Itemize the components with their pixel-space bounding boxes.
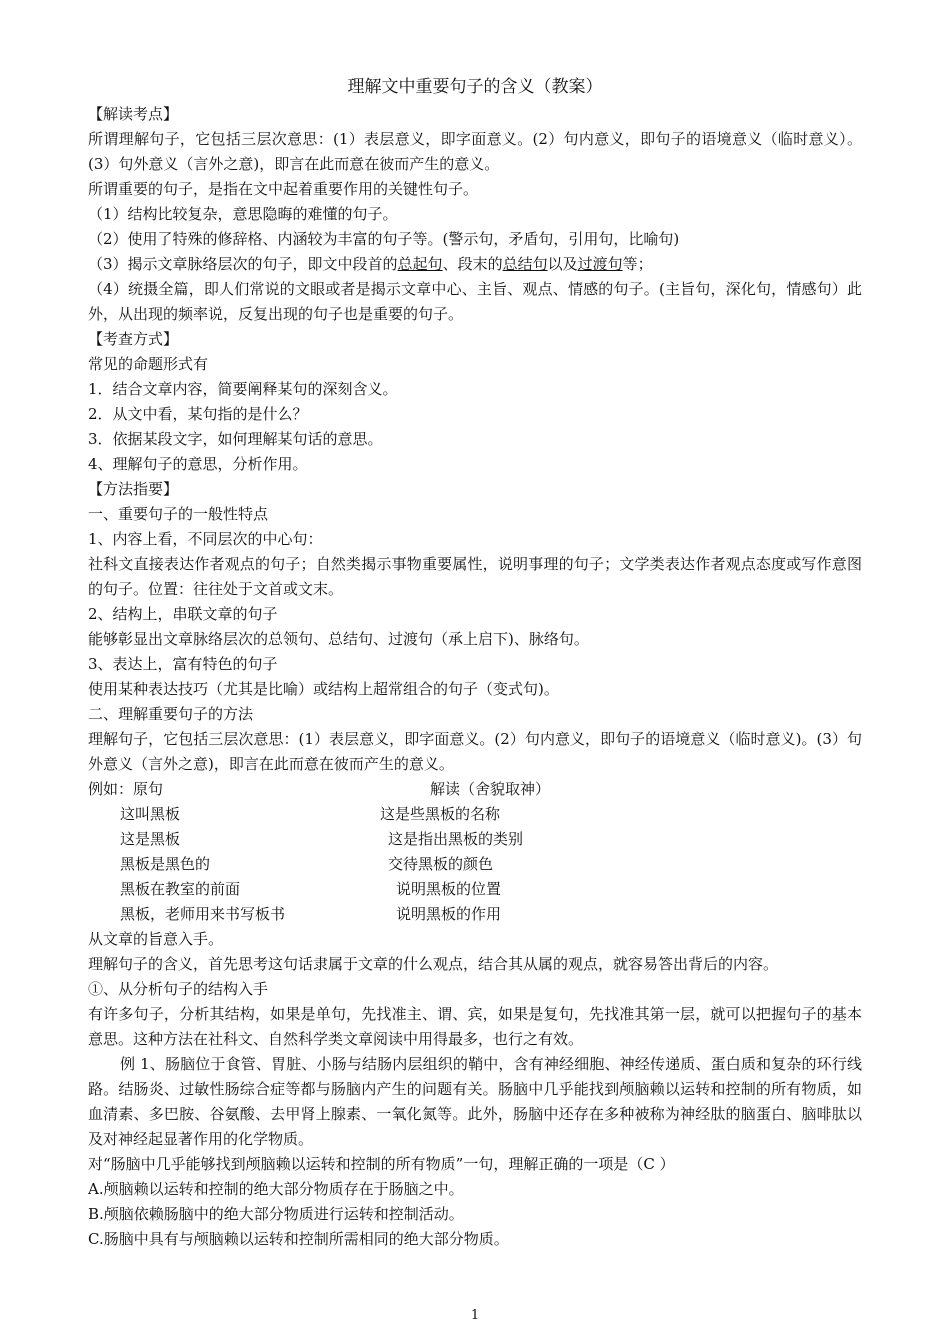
subheading: 一、重要句子的一般性特点 [88, 505, 269, 523]
underlined-term: 过渡句 [577, 255, 623, 273]
option-a: A.颅脑赖以运转和控制的绝大部分物质存在于肠脑之中。 [88, 1180, 464, 1198]
example-row [88, 827, 862, 852]
subheading: 2、结构上，串联文章的句子 [88, 605, 278, 623]
paragraph: 从文章的旨意入手。 [88, 930, 224, 948]
paragraph: 有许多句子，分析其结构，如果是单句，先找准主、谓、宾，如果是复句，先找准其第一层，就可以把握句子的基本意思。这种方法在社科文、自然科学类文章阅读中用得最多，也行之有效。 [88, 1005, 862, 1048]
example-header-row [88, 777, 862, 802]
example-original: 黑板在教室的前面 [120, 880, 241, 898]
option-c: C.肠脑中具有与颅脑赖以运转和控制所需相同的绝大部分物质。 [88, 1230, 509, 1248]
list-item: （3）揭示文章脉络层次的句子，即文中段首的总起句、段末的总结句以及过渡句等； [88, 255, 653, 273]
section-heading-analysis: 【解读考点】 [88, 105, 179, 123]
example-interpretation: 这是指出黑板的类别 [388, 830, 524, 848]
list-item: 4、理解句子的意思，分析作用。 [88, 455, 308, 473]
section-heading-exam-format: 【考查方式】 [88, 330, 179, 348]
subheading: 二、理解重要句子的方法 [88, 705, 254, 723]
example-row [88, 852, 862, 877]
subheading: ①、从分析句子的结构入手 [88, 980, 269, 998]
subheading: 3、表达上，富有特色的句子 [88, 655, 278, 673]
list-item: 1．结合文章内容，简要阐释某句的深刻含义。 [88, 380, 398, 398]
example-passage: 例 1、肠脑位于食管、胃脏、小肠与结肠内层组织的鞘中，含有神经细胞、神经传递质、蛋白质和复杂的环行线路。结肠炎、过敏性肠综合症等都与肠脑内产生的问题有关。肠脑中几乎能找到颅脑赖以运转和控制的所有物质，如血清素、多巴胺、谷氨酸、去甲肾上腺素、一氧化氮等。此外，肠脑中还存在多种被称为神经肽的脑蛋白、脑啡肽以及对神经起显著作用的化学物质。 [88, 1055, 862, 1148]
example-interpretation: 说明黑板的作用 [396, 905, 502, 923]
paragraph: 能够彰显出文章脉络层次的总领句、总结句、过渡句（承上启下)、脉络句。 [88, 630, 589, 648]
list-item: 3．依据某段文字，如何理解某句话的意思。 [88, 430, 383, 448]
example-row [88, 902, 862, 927]
example-original: 黑板，老师用来书写板书 [120, 905, 286, 923]
subheading: 1、内容上看，不同层次的中心句： [88, 530, 323, 548]
paragraph: 常见的命题形式有 [88, 355, 209, 373]
example-interpretation: 这是些黑板的名称 [380, 805, 501, 823]
list-item: （2）使用了特殊的修辞格、内涵较为丰富的句子等。(警示句，矛盾句，引用句，比喻句) [88, 230, 680, 248]
option-b: B.颅脑依赖肠脑中的绝大部分物质进行运转和控制活动。 [88, 1205, 464, 1223]
page-title: 理解文中重要句子的含义（教案） [347, 77, 603, 97]
list-item: 2．从文中看，某句指的是什么？ [88, 405, 308, 423]
underlined-term: 总结句 [502, 255, 548, 273]
underlined-term: 总起句 [397, 255, 443, 273]
paragraph: 理解句子，它包括三层次意思：(1）表层意义，即字面意义。(2）句内意义，即句子的语境意义（临时意义)。(3）句外意义（言外之意)，即言在此而意在彼而产生的意义。 [88, 730, 862, 773]
paragraph: 理解句子的含义，首先思考这句话隶属于文章的什么观点，结合其从属的观点，就容易答出背后的内容。 [88, 955, 779, 973]
example-left-header: 例如：原句 [88, 780, 164, 798]
paragraph: 社科文直接表达作者观点的句子；自然类揭示事物重要属性，说明事理的句子；文学类表达作者观点态度或写作意图的句子。位置：往往处于文首或文末。 [88, 555, 862, 598]
paragraph: 所谓理解句子，它包括三层次意思：(1）表层意义，即字面意义。(2）句内意义，即句子的语境意义（临时意义）。(3）句外意义（言外之意)，即言在此而意在彼而产生的意义。 [88, 130, 862, 173]
example-interpretation: 说明黑板的位置 [396, 880, 502, 898]
paragraph: 所谓重要的句子，是指在文中起着重要作用的关键性句子。 [88, 180, 479, 198]
page-number: 1 [470, 1308, 480, 1323]
example-original: 这叫黑板 [120, 805, 181, 823]
list-item: （4）统摄全篇，即人们常说的文眼或者是揭示文章中心、主旨、观点、情感的句子。(主旨句，深化句，情感句）此外，从出现的频率说，反复出现的句子也是重要的句子。 [88, 280, 862, 323]
example-interpretation: 交待黑板的颜色 [388, 855, 494, 873]
list-item: （1）结构比较复杂，意思隐晦的难懂的句子。 [88, 205, 398, 223]
section-heading-method: 【方法指要】 [88, 480, 179, 498]
example-row [88, 877, 862, 902]
paragraph: 使用某种表达技巧（尤其是比喻）或结构上超常组合的句子（变式句)。 [88, 680, 559, 698]
example-original: 这是黑板 [120, 830, 181, 848]
example-row [88, 802, 862, 827]
question: 对“肠脑中几乎能够找到颅脑赖以运转和控制的所有物质”一句，理解正确的一项是（C ） [88, 1155, 675, 1173]
example-original: 黑板是黑色的 [120, 855, 211, 873]
example-right-header: 解读（舍貌取神） [430, 780, 551, 798]
